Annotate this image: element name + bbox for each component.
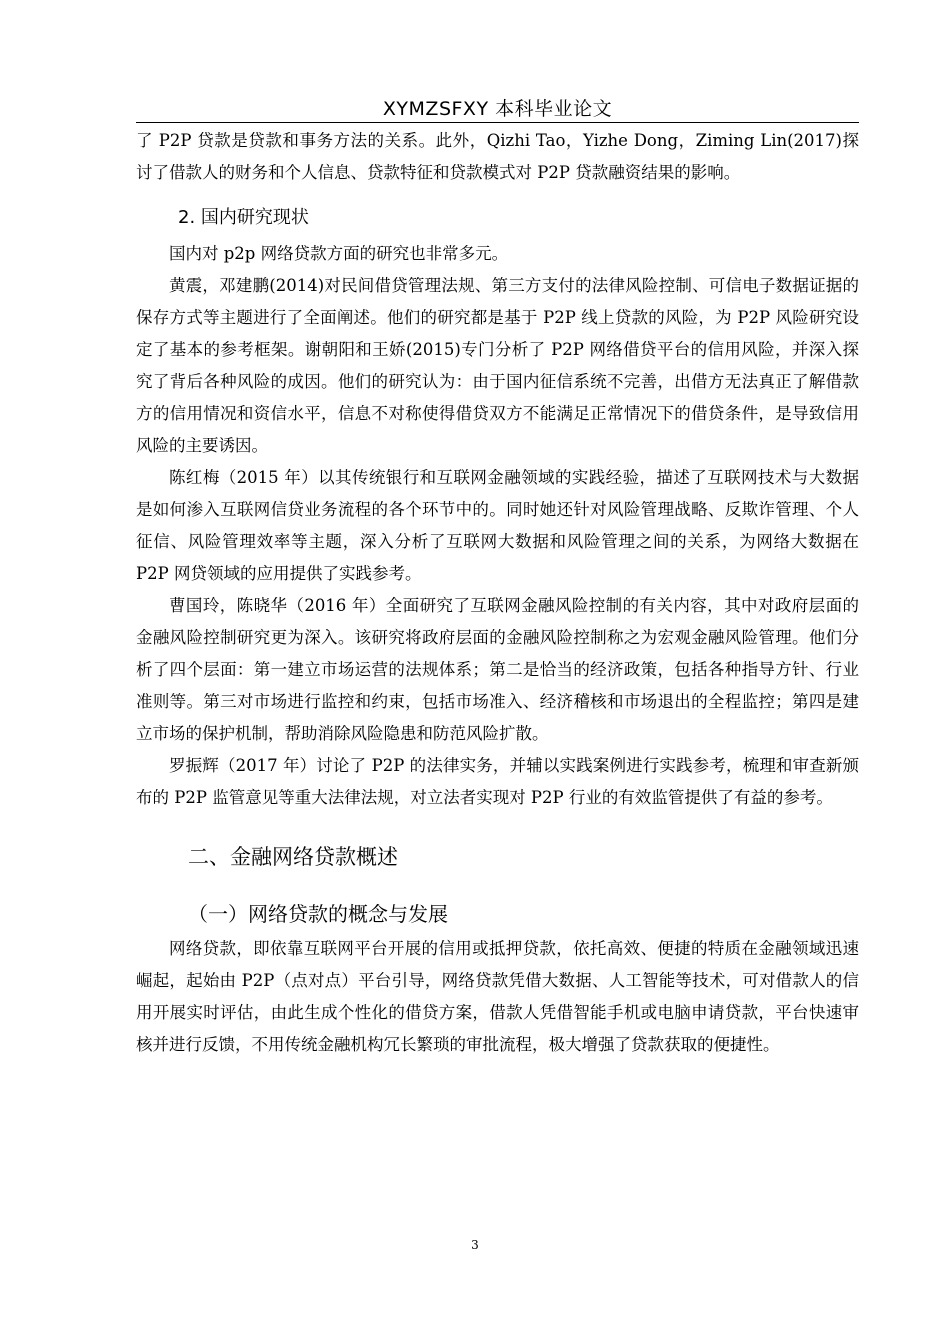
section-heading: （一）网络贷款的概念与发展 [188, 902, 448, 926]
paragraph-huang: 黄震，邓建鹏(2014)对民间借贷管理法规、第三方支付的法律风险控制、可信电子数据证据的保存方式等主题进行了全面阐述。他们的研究都是基于 P2P 线上贷款的风险，为 P2P 风险研究设定了基本的参考框架。谢朝阳和王娇(2015)专门分析了 P2P 网络借贷平台的信用风险，并深入探究了背后各种风险的成因。他们的研究认为：由于国内征信系统不完善，出借方无法真正了解借款方的信用情况和资信水平，信息不对称使得借贷双方不能满足正常情况下的借贷条件，是导致信用风险的主要诱因。 [136, 276, 859, 455]
document-body [136, 125, 859, 1061]
chapter-heading: 二、金融网络贷款概述 [188, 845, 398, 869]
paragraph-luo: 罗振辉（2017 年）讨论了 P2P 的法律实务，并辅以实践案例进行实践参考，梳理和审查新颁布的 P2P 监管意见等重大法律法规，对立法者实现对 P2P 行业的有效监管提供了有益的参考。 [136, 756, 859, 807]
page-number: 3 [471, 1238, 479, 1252]
paragraph-cao: 曹国玲，陈晓华（2016 年）全面研究了互联网金融风险控制的有关内容，其中对政府层面的金融风险控制研究更为深入。该研究将政府层面的金融风险控制称之为宏观金融风险管理。他们分析了四个层面：第一建立市场运营的法规体系；第二是恰当的经济政策，包括各种指导方针、行业准则等。第三对市场进行监控和约束，包括市场准入、经济稽核和市场退出的全程监控；第四是建立市场的保护机制，帮助消除风险隐患和防范风险扩散。 [136, 596, 859, 743]
paragraph-continued: 了 P2P 贷款是贷款和事务方法的关系。此外，Qizhi Tao，Yizhe Dong，Ziming Lin(2017)探讨了借款人的财务和个人信息、贷款特征和贷款模式对 P2P 贷款融资结果的影响。 [136, 131, 859, 182]
paragraph-concept: 网络贷款，即依靠互联网平台开展的信用或抵押贷款，依托高效、便捷的特质在金融领域迅速崛起，起始由 P2P（点对点）平台引导，网络贷款凭借大数据、人工智能等技术，可对借款人的信用开展实时评估，由此生成个性化的借贷方案，借款人凭借智能手机或电脑申请贷款，平台快速审核并进行反馈，不用传统金融机构冗长繁琐的审批流程，极大增强了贷款获取的便捷性。 [136, 939, 859, 1054]
paragraph-chen: 陈红梅（2015 年）以其传统银行和互联网金融领域的实践经验，描述了互联网技术与大数据是如何渗入互联网信贷业务流程的各个环节中的。同时她还针对风险管理战略、反欺诈管理、个人征信、风险管理效率等主题，深入分析了互联网大数据和风险管理之间的关系，为网络大数据在 P2P 网贷领域的应用提供了实践参考。 [136, 468, 859, 583]
header-rule [136, 122, 859, 123]
page-header: XYMZSFXY 本科毕业论文 [382, 98, 613, 120]
paragraph-domestic-intro: 国内对 p2p 网络贷款方面的研究也非常多元。 [169, 244, 509, 263]
heading-domestic-research: 2. 国内研究现状 [178, 207, 309, 228]
